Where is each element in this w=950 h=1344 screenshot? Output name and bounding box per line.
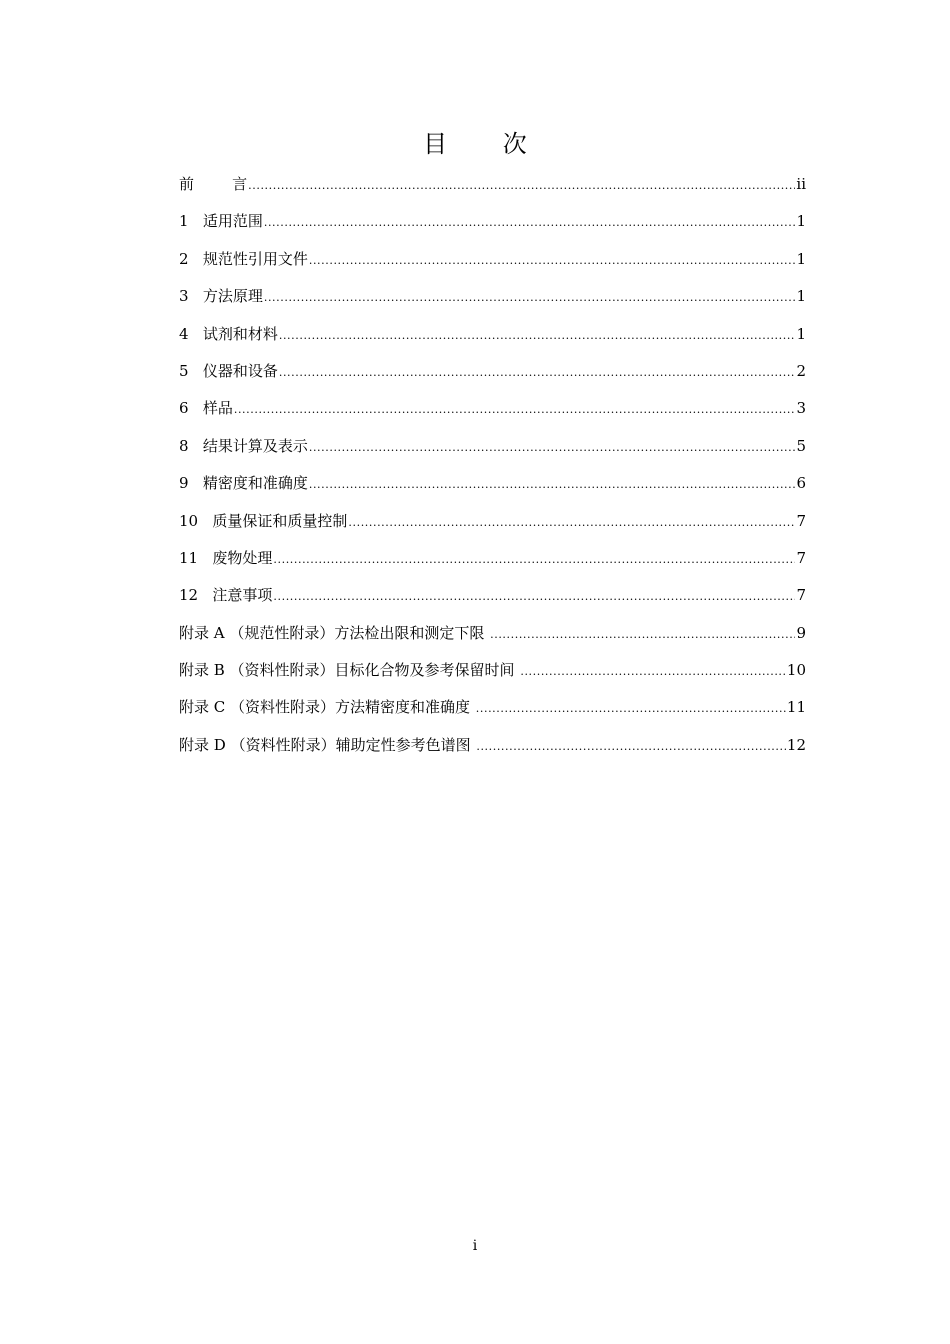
- toc-entry-label: 前 言: [179, 175, 248, 193]
- toc-entry[interactable]: [179, 396, 806, 433]
- table-of-contents: [179, 172, 806, 770]
- toc-entry-page: 11: [786, 698, 806, 717]
- toc-entry-page: 1: [796, 287, 806, 306]
- toc-entry-label: 10 质量保证和质量控制: [179, 511, 348, 530]
- toc-leader-dots: [248, 174, 795, 198]
- toc-entry[interactable]: [179, 434, 806, 471]
- toc-entry[interactable]: [179, 359, 806, 396]
- toc-entry-label: 5 仪器和设备: [179, 361, 278, 380]
- toc-entry[interactable]: [179, 284, 806, 321]
- toc-entry-label: 9 精密度和准确度: [179, 474, 308, 493]
- toc-leader-dots: [279, 361, 796, 385]
- toc-leader-dots: [279, 324, 796, 348]
- toc-leader-dots: [264, 286, 796, 310]
- toc-entry-label: 附录 A （规范性附录）方法检出限和测定下限: [179, 623, 490, 642]
- toc-entry-page: 7: [796, 586, 806, 605]
- toc-entry[interactable]: [179, 733, 806, 770]
- toc-entry-label: 1 适用范围: [179, 212, 263, 231]
- toc-leader-dots: [273, 585, 795, 609]
- toc-entry[interactable]: [179, 546, 806, 583]
- toc-entry-label: 附录 B （资料性附录）目标化合物及参考保留时间: [179, 661, 520, 680]
- toc-entry-page: 2: [796, 361, 806, 380]
- toc-leader-dots: [264, 211, 796, 235]
- toc-entry-page: 6: [796, 474, 806, 493]
- toc-title: 目 次: [423, 130, 551, 158]
- toc-leader-dots: [476, 735, 786, 759]
- toc-leader-dots: [520, 660, 786, 684]
- toc-entry[interactable]: [179, 471, 806, 508]
- toc-entry-label: 8 结果计算及表示: [179, 436, 308, 455]
- toc-entry-page: 7: [796, 511, 806, 530]
- toc-leader-dots: [234, 398, 796, 422]
- toc-entry[interactable]: [179, 509, 806, 546]
- toc-entry-label: 3 方法原理: [179, 287, 263, 306]
- toc-entry[interactable]: [179, 658, 806, 695]
- toc-entry-label: 附录 C （资料性附录）方法精密度和准确度: [179, 698, 475, 717]
- toc-leader-dots: [309, 436, 796, 460]
- toc-entry-label: 11 废物处理: [179, 548, 273, 567]
- toc-leader-dots: [273, 548, 795, 572]
- toc-entry-label: 附录 D （资料性附录）辅助定性参考色谱图: [179, 735, 476, 754]
- toc-entry[interactable]: [179, 209, 806, 246]
- toc-entry-page: ii: [796, 175, 806, 193]
- toc-entry-page: 5: [796, 436, 806, 455]
- toc-entry[interactable]: [179, 621, 806, 658]
- toc-entry-label: 2 规范性引用文件: [179, 249, 308, 268]
- toc-entry[interactable]: [179, 322, 806, 359]
- toc-entry-page: 12: [786, 735, 806, 754]
- toc-entry[interactable]: [179, 247, 806, 284]
- toc-entry-label: 4 试剂和材料: [179, 324, 278, 343]
- toc-entry[interactable]: [179, 172, 806, 209]
- page-number: i: [472, 1238, 478, 1254]
- toc-leader-dots: [309, 473, 796, 497]
- toc-leader-dots: [476, 697, 786, 721]
- toc-entry-page: 10: [786, 661, 806, 680]
- toc-entry-page: 9: [796, 623, 806, 642]
- toc-entry[interactable]: [179, 695, 806, 732]
- toc-leader-dots: [309, 249, 796, 273]
- toc-entry-page: 7: [796, 548, 806, 567]
- toc-entry-page: 1: [796, 324, 806, 343]
- toc-entry-page: 1: [796, 249, 806, 268]
- toc-entry-page: 3: [796, 399, 806, 418]
- toc-entry[interactable]: [179, 583, 806, 620]
- toc-entry-label: 6 样品: [179, 399, 233, 418]
- toc-leader-dots: [348, 511, 795, 535]
- toc-entry-label: 12 注意事项: [179, 586, 273, 605]
- toc-entry-page: 1: [796, 212, 806, 231]
- toc-leader-dots: [490, 623, 795, 647]
